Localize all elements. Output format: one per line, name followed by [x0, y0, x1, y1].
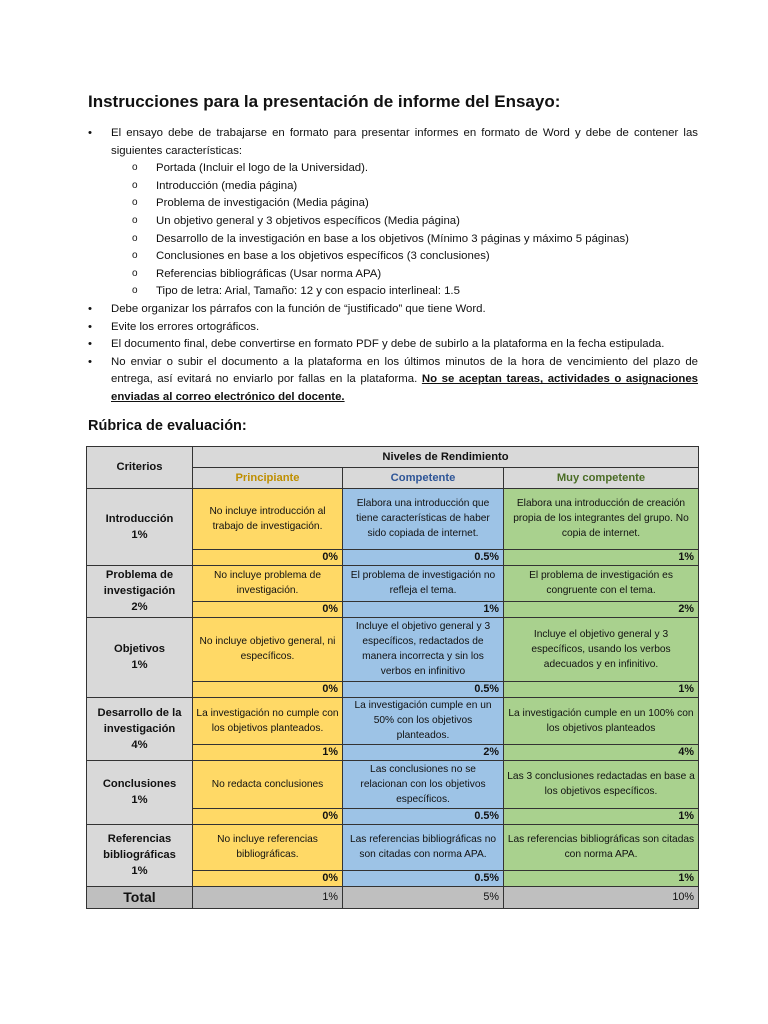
score-cell: 0% — [193, 870, 343, 886]
sub-list-item: o Portada (Incluir el logo de la Universidad). — [111, 160, 698, 178]
bullet-text: El ensayo debe de trabajarse en formato para presentar informes en formato de Word y debe de contener las siguientes características: — [111, 127, 698, 157]
rubric-cell: No incluye objetivo general, ni específicos. — [193, 617, 343, 681]
rubric-cell: No incluye referencias bibliográficas. — [193, 824, 343, 870]
sub-list-item: o Desarrollo de la investigación en base a los objetivos (Mínimo 3 páginas y máximo 5 páginas) — [111, 231, 698, 249]
criterion-name: Referencias bibliográficas — [103, 833, 176, 861]
total-cell: 10% — [504, 886, 699, 908]
sub-list-item: o Introducción (media página) — [111, 178, 698, 196]
total-cell: 1% — [193, 886, 343, 908]
score-cell: 2% — [343, 744, 504, 760]
score-cell: 0.5% — [343, 549, 504, 565]
total-cell: 5% — [343, 886, 504, 908]
criterion-name: Problema de investigación — [103, 569, 176, 597]
list-item: • El documento final, debe convertirse en formato PDF y debe de subirlo a la plataforma en la fecha estipulada. — [88, 336, 698, 354]
score-cell: 1% — [504, 681, 699, 697]
sub-list-item: o Conclusiones en base a los objetivos específicos (3 conclusiones) — [111, 248, 698, 266]
rubric-cell: La investigación no cumple con los objetivos planteados. — [193, 697, 343, 744]
list-item — [88, 354, 698, 407]
rubric-cell: No incluye introducción al trabajo de investigación. — [193, 488, 343, 549]
rubric-cell: Las referencias bibliográficas son citadas con norma APA. — [504, 824, 699, 870]
score-cell: 0.5% — [343, 681, 504, 697]
criteria-header: Criterios — [87, 446, 193, 488]
rubric-cell: La investigación cumple en un 50% con los objetivos planteados. — [343, 697, 504, 744]
rubric-cell: Incluye el objetivo general y 3 específicos, redactados de manera incorrecta y sin los verbos en infinitivo — [343, 617, 504, 681]
rubric-cell: No incluye problema de investigación. — [193, 565, 343, 601]
sub-list-item: o Tipo de letra: Arial, Tamaño: 12 y con espacio interlineal: 1.5 — [111, 283, 698, 301]
document-title: Instrucciones para la presentación de informe del Ensayo: — [88, 92, 561, 111]
score-cell: 0.5% — [343, 870, 504, 886]
criterion-name: Desarrollo de la investigación — [97, 706, 182, 735]
sub-list-item: o Problema de investigación (Media página) — [111, 195, 698, 213]
rubric-cell: Las conclusiones no se relacionan con los objetivos específicos. — [343, 760, 504, 808]
instructions-list — [88, 125, 698, 407]
rubric-cell: No redacta conclusiones — [193, 760, 343, 808]
rubric-cell: Incluye el objetivo general y 3 específicos, usando los verbos adecuados y en infinitivo. — [504, 617, 699, 681]
score-cell: 0% — [193, 601, 343, 617]
criterion-weight: 1% — [131, 865, 148, 877]
list-item — [88, 125, 698, 301]
rubric-cell: El problema de investigación no refleja el tema. — [343, 565, 504, 601]
sub-list-item: o Referencias bibliográficas (Usar norma APA) — [111, 266, 698, 284]
criterion-cell — [87, 760, 193, 824]
score-cell: 2% — [504, 601, 699, 617]
rubric-cell: Las 3 conclusiones redactadas en base a los objetivos específicos. — [504, 760, 699, 808]
rubric-title: Rúbrica de evaluación: — [88, 417, 247, 434]
list-item: • Evite los errores ortográficos. — [88, 319, 698, 337]
warning-text: No se aceptan tareas, actividades o asignaciones enviadas al correo electrónico del docente. — [111, 373, 699, 403]
score-cell: 0% — [193, 681, 343, 697]
score-cell: 1% — [193, 744, 343, 760]
criterion-cell — [87, 488, 193, 565]
criterion-name: Objetivos — [114, 643, 165, 655]
levels-header: Niveles de Rendimiento — [193, 446, 699, 467]
score-cell: 1% — [504, 549, 699, 565]
criterion-weight: 1% — [131, 794, 148, 806]
criterion-weight: 4% — [131, 738, 148, 751]
rubric-cell: El problema de investigación es congruente con el tema. — [504, 565, 699, 601]
score-cell: 0.5% — [343, 808, 504, 824]
score-cell: 1% — [504, 808, 699, 824]
criterion-cell — [87, 617, 193, 697]
total-label: Total — [87, 886, 193, 908]
sub-list-item: o Un objetivo general y 3 objetivos específicos (Media página) — [111, 213, 698, 231]
score-cell: 1% — [504, 870, 699, 886]
criterion-cell — [87, 824, 193, 886]
criterion-name: Conclusiones — [102, 778, 177, 790]
score-cell: 4% — [504, 744, 699, 760]
list-item: • Debe organizar los párrafos con la función de “justificado” que tiene Word. — [88, 301, 698, 319]
score-cell: 0% — [193, 549, 343, 565]
score-cell: 1% — [343, 601, 504, 617]
rubric-cell: Elabora una introducción que tiene características de haber sido copiada de internet. — [343, 488, 504, 549]
rubric-cell: Las referencias bibliográficas no son citadas con norma APA. — [343, 824, 504, 870]
criterion-weight: 2% — [131, 601, 148, 613]
criterion-cell — [87, 697, 193, 760]
criterion-weight: 1% — [131, 528, 148, 541]
criterion-cell — [87, 565, 193, 617]
criterion-name: Introducción — [105, 512, 174, 525]
score-cell: 0% — [193, 808, 343, 824]
bullet-text: No enviar o subir el documento a la plataforma en los últimos minutos de la hora de vencimiento del plazo de entrega, así evitará no enviarlo por fallas en la plataforma. — [111, 355, 698, 386]
sub-list — [111, 160, 698, 301]
level-competente: Competente — [343, 467, 504, 488]
rubric-cell: Elabora una introducción de creación propia de los integrantes del grupo. No copia de internet. — [504, 488, 699, 549]
rubric-cell: La investigación cumple en un 100% con los objetivos planteados — [504, 697, 699, 744]
level-principiante: Principiante — [193, 467, 343, 488]
criterion-weight: 1% — [131, 659, 148, 671]
level-muy-competente: Muy competente — [504, 467, 699, 488]
rubric-table — [86, 446, 699, 909]
